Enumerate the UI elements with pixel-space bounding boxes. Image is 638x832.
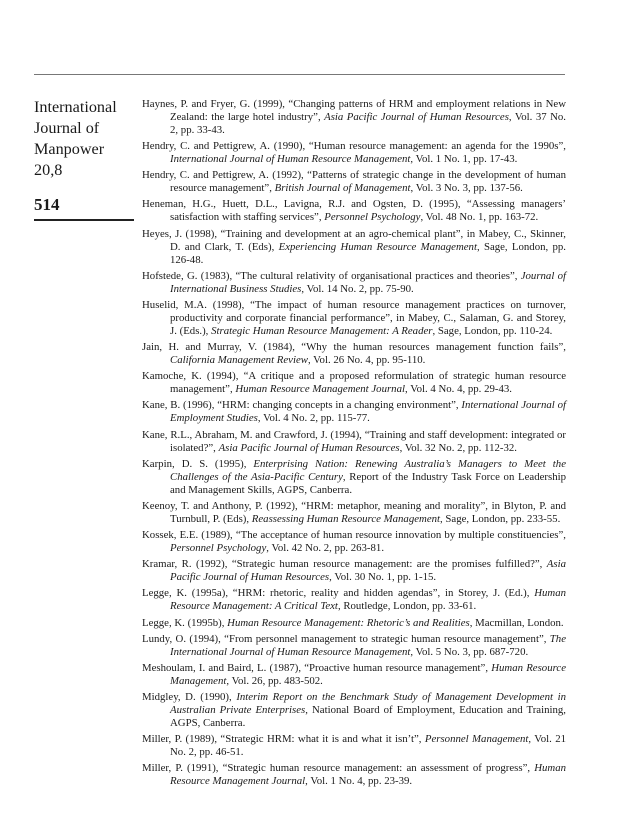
reference-source-title: Human Resource Management Journal xyxy=(170,762,566,788)
reference-text: Meshoulam, I. and Baird, L. (1987), “Proactive human resource management”, xyxy=(142,661,492,674)
reference-source-title: British Journal of Management xyxy=(274,182,411,195)
reference-entry xyxy=(142,617,566,630)
reference-text: Hofstede, G. (1983), “The cultural relativity of organisational practices and theories”, xyxy=(142,269,521,282)
journal-name-line: Journal of xyxy=(34,119,100,137)
reference-text: , National Board of Employment, Education and Training, AGPS, Canberra. xyxy=(170,704,566,730)
reference-text: , Vol. 14 No. 2, pp. 75-90. xyxy=(301,282,414,295)
reference-entry xyxy=(142,587,566,613)
reference-entry xyxy=(142,500,566,526)
reference-entry xyxy=(142,198,566,224)
reference-source-title: Asia Pacific Journal of Human Resources xyxy=(170,558,566,584)
header-rule xyxy=(34,74,565,75)
reference-text: , Vol. 26 No. 4, pp. 95-110. xyxy=(307,354,426,367)
reference-entry xyxy=(142,762,566,788)
reference-text: Miller, P. (1989), “Strategic HRM: what it is and what it isn’t”, xyxy=(142,733,425,746)
reference-text: Huselid, M.A. (1998), “The impact of human resource management practices on turnover, productivity and corporate financial performance”, in Mabey, C., Salaman, G. and Storey, J. (Eds.), xyxy=(142,298,566,337)
reference-source-title: Interim Report on the Benchmark Study of Management Development in Australian Private Enterprises xyxy=(170,691,566,717)
reference-text: , Vol. 48 No. 1, pp. 163-72. xyxy=(420,211,539,224)
reference-source-title: Journal of International Business Studies xyxy=(170,269,566,295)
journal-name-line: International xyxy=(34,98,117,116)
reference-entry xyxy=(142,98,566,137)
reference-text: Haynes, P. and Fryer, G. (1999), “Changing patterns of HRM and employment relations in New Zealand: the large hotel industry”, xyxy=(142,98,566,123)
reference-source-title: International Journal of Employment Studies xyxy=(170,399,566,425)
reference-text: Hendry, C. and Pettigrew, A. (1992), “Patterns of strategic change in the development of human resource management”, xyxy=(142,169,566,195)
reference-text: , Vol. 4 No. 4, pp. 29-43. xyxy=(404,383,512,396)
reference-text: , Sage, London, pp. 110-24. xyxy=(432,324,553,337)
reference-text: Kamoche, K. (1994), “A critique and a proposed reformulation of strategic human resource management”, xyxy=(142,370,566,396)
reference-text: Karpin, D. S. (1995), xyxy=(142,457,254,470)
reference-source-title: International Journal of Human Resource Management xyxy=(170,153,411,166)
reference-entry xyxy=(142,228,566,267)
reference-source-title: Human Resource Management: Rhetoric’s and Realities xyxy=(227,616,470,629)
reference-text: Kane, R.L., Abraham, M. and Crawford, J. (1994), “Training and staff development: integrated or isolated?”, xyxy=(142,428,566,454)
reference-text: , Vol. 37 No. 2, pp. 33-43. xyxy=(170,110,566,136)
reference-entry xyxy=(142,691,566,730)
reference-text: , Vol. 26, pp. 483-502. xyxy=(226,674,323,687)
reference-entry xyxy=(142,140,566,166)
journal-name xyxy=(34,97,136,181)
reference-text: , Vol. 32 No. 2, pp. 112-32. xyxy=(399,441,517,454)
reference-text: Heyes, J. (1998), “Training and development at an agro-chemical plant”, in Mabey, C., Skinner, D. and Clark, T. (Eds), xyxy=(142,227,566,253)
reference-text: , Vol. 1 No. 4, pp. 23-39. xyxy=(305,775,413,788)
reference-source-title: Personnel Psychology xyxy=(324,211,421,224)
reference-entry xyxy=(142,733,566,759)
reference-source-title: Experiencing Human Resource Management xyxy=(278,240,477,253)
reference-source-title: The International Journal of Human Resource Management xyxy=(170,632,566,658)
reference-text: , Vol. 1 No. 1, pp. 17-43. xyxy=(410,153,518,166)
reference-text: Kramar, R. (1992), “Strategic human resource management: are the promises fulfilled?”, xyxy=(142,558,547,571)
reference-text: Jain, H. and Murray, V. (1984), “Why the human resources management function fails”, xyxy=(142,341,566,354)
reference-source-title: Enterprising Nation: Renewing Australia’s Managers to Meet the Challenges of the Asia-Pacific Century xyxy=(170,457,566,483)
reference-entry xyxy=(142,662,566,688)
reference-text: , Vol. 42 No. 2, pp. 263-81. xyxy=(266,542,385,554)
reference-text: , Vol. 3 No. 3, pp. 137-56. xyxy=(410,182,523,195)
reference-source-title: Personnel Psychology xyxy=(170,542,267,554)
reference-text: , Sage, London, pp. 126-48. xyxy=(170,240,566,266)
reference-text: Legge, K. (1995a), “HRM: rhetoric, reality and hidden agendas”, in Storey, J. (Ed.), xyxy=(142,587,535,600)
reference-entry xyxy=(142,558,566,584)
reference-source-title: Human Resource Management Journal xyxy=(235,383,405,396)
reference-text: , Vol. 5 No. 3, pp. 687-720. xyxy=(410,645,529,658)
reference-text: Hendry, C. and Pettigrew, A. (1990), “Human resource management: an agenda for the 1990s”, xyxy=(142,140,566,153)
reference-source-title: Reassessing Human Resource Management xyxy=(251,512,441,525)
reference-entry xyxy=(142,169,566,195)
reference-entry xyxy=(142,299,566,338)
reference-text: Kossek, E.E. (1989), “The acceptance of human resource innovation by multiple constituencies”, xyxy=(142,529,566,542)
reference-source-title: Asia Pacific Journal of Human Resources xyxy=(324,110,509,123)
reference-source-title: Asia Pacific Journal of Human Resources xyxy=(218,441,400,454)
reference-text: Keenoy, T. and Anthony, P. (1992), “HRM: metaphor, meaning and morality”, in Blyton, P. and Turnbull, P. (Eds), xyxy=(142,499,566,525)
reference-text: , Report of the Industry Task Force on Leadership and Management Skills, AGPS, Canberra. xyxy=(170,470,566,496)
reference-entry xyxy=(142,370,566,396)
reference-text: , Vol. 4 No. 2, pp. 115-77. xyxy=(257,412,370,425)
reference-entry xyxy=(142,341,566,367)
reference-entry xyxy=(142,633,566,659)
page-number: 514 xyxy=(34,195,60,214)
reference-source-title: Human Resource Management: A Critical Text xyxy=(170,587,566,613)
reference-entry xyxy=(142,399,566,425)
journal-name-line: Manpower xyxy=(34,140,105,158)
reference-text: Lundy, O. (1994), “From personnel management to strategic human resource management”, xyxy=(142,632,550,645)
reference-entry xyxy=(142,529,566,555)
reference-text: Kane, B. (1996), “HRM: changing concepts in a changing environment”, xyxy=(142,399,462,412)
reference-source-title: Human Resource Management xyxy=(170,661,566,687)
reference-text: , Sage, London, pp. 233-55. xyxy=(440,512,561,525)
reference-text: Miller, P. (1991), “Strategic human resource management: an assessment of progress”, xyxy=(142,762,535,775)
reference-text: , Vol. 21 No. 2, pp. 46-51. xyxy=(170,733,566,759)
reference-source-title: California Management Review xyxy=(170,354,308,367)
reference-text: , Vol. 30 No. 1, pp. 1-15. xyxy=(329,571,437,584)
reference-text: Midgley, D. (1990), xyxy=(142,691,237,704)
reference-text: , Macmillan, London. xyxy=(469,616,564,629)
volume-issue: 20,8 xyxy=(34,161,63,179)
running-head-sidebar xyxy=(34,97,136,221)
reference-entry xyxy=(142,270,566,296)
reference-source-title: Personnel Management xyxy=(424,733,529,746)
page-number-rule xyxy=(34,219,134,221)
reference-text: Heneman, H.G., Huett, D.L., Lavigna, R.J. and Ogsten, D. (1995), “Assessing managers’ satisfaction with staffing services”, xyxy=(142,198,566,224)
reference-text: Legge, K. (1995b), xyxy=(142,616,228,629)
reference-text: , Routledge, London, pp. 33-61. xyxy=(337,600,477,613)
reference-list xyxy=(142,98,566,792)
reference-entry xyxy=(142,429,566,455)
reference-entry xyxy=(142,458,566,497)
reference-source-title: Strategic Human Resource Management: A Reader xyxy=(211,324,433,337)
